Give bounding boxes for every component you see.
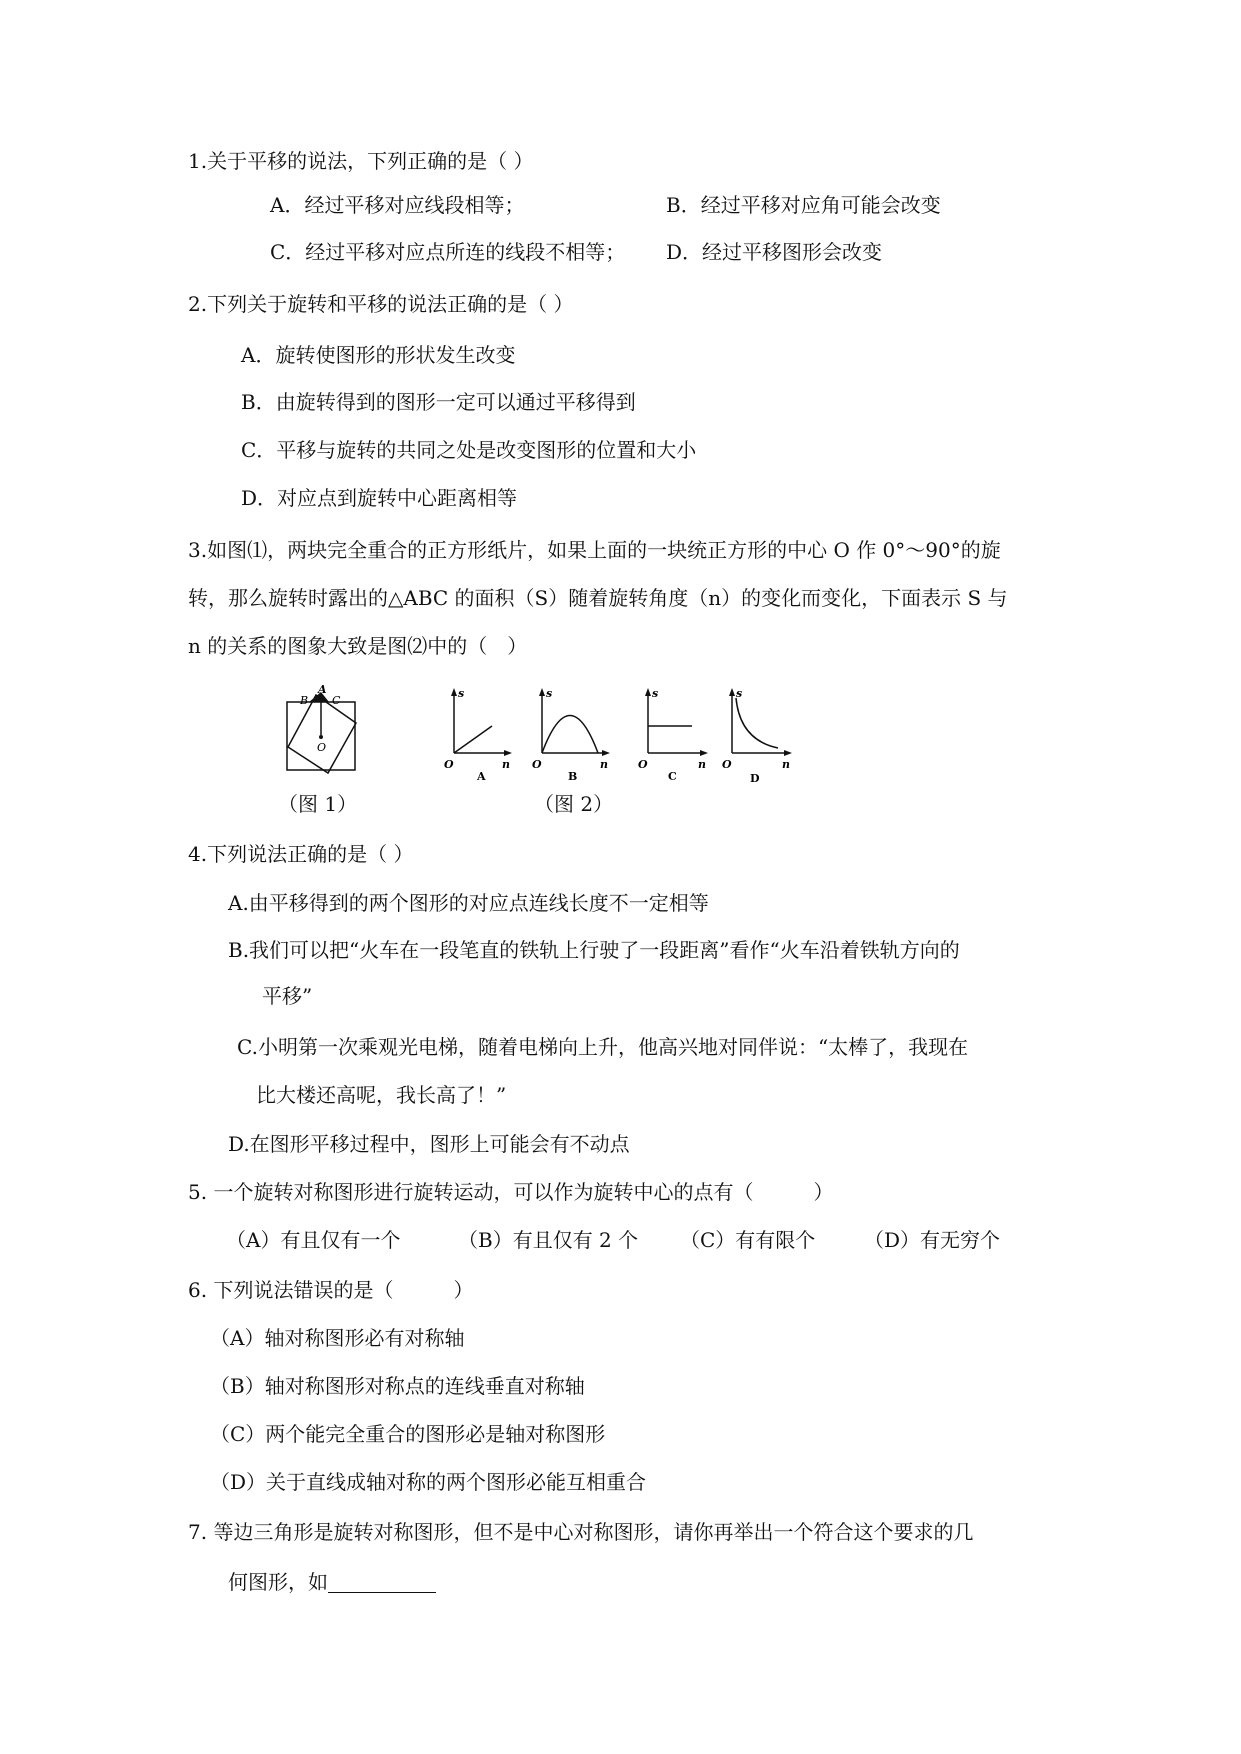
q5-option-d: （D）有无穷个: [864, 1228, 1001, 1252]
fig1-label-a: A: [318, 685, 327, 696]
q4-option-a: A.由平移得到的两个图形的对应点连线长度不一定相等: [228, 891, 709, 915]
fig1-label-c: C: [332, 694, 341, 707]
q6-option-b: （B）轴对称图形对称点的连线垂直对称轴: [210, 1374, 585, 1398]
graph-c-y-label: s: [652, 688, 659, 700]
q7-line-2: [228, 1568, 436, 1596]
q2-option-d: D．对应点到旋转中心距离相等: [241, 486, 518, 510]
q6-option-d: （D）关于直线成轴对称的两个图形必能互相重合: [210, 1470, 647, 1494]
q4-option-c-line-2: 比大楼还高呢，我长高了！”: [256, 1083, 507, 1107]
q3-line-2: 转，那么旋转时露出的△ABC 的面积（S）随着旋转角度（n）的变化而变化，下面表示 S 与: [188, 586, 1008, 610]
graph-a-y-label: s: [458, 688, 465, 700]
graph-c: [638, 688, 710, 786]
q2-stem: 2.下列关于旋转和平移的说法正确的是（ ）: [188, 292, 574, 316]
q7-answer-blank[interactable]: [328, 1570, 436, 1593]
q5-option-c: （C）有有限个: [680, 1228, 816, 1252]
q4-stem: 4.下列说法正确的是（ ）: [188, 842, 414, 866]
q7-line-2-text: 何图形，如: [228, 1570, 328, 1594]
graph-b: [532, 688, 612, 786]
graph-d-origin: O: [722, 758, 732, 771]
graph-d: [722, 688, 794, 786]
graph-a: [444, 688, 514, 786]
figure-1-rotated-squares: [270, 685, 380, 785]
q6-stem: 6. 下列说法错误的是（ ）: [188, 1278, 474, 1302]
graph-b-y-label: s: [546, 688, 553, 700]
graph-d-y-label: s: [736, 688, 743, 700]
q5-stem: 5. 一个旋转对称图形进行旋转运动，可以作为旋转中心的点有（ ）: [188, 1180, 834, 1204]
q4-option-b-line-2: 平移”: [262, 984, 313, 1008]
q6-option-c: （C）两个能完全重合的图形必是轴对称图形: [210, 1422, 606, 1446]
figure-1-caption: （图 1）: [278, 792, 358, 816]
q1-stem: 1.关于平移的说法，下列正确的是（ ）: [188, 149, 534, 173]
graph-b-name: B: [568, 770, 578, 783]
q2-option-c: C．平移与旋转的共同之处是改变图形的位置和大小: [241, 438, 697, 462]
graph-a-x-label: n: [502, 758, 510, 771]
q4-option-b-line-1: B.我们可以把“火车在一段笔直的铁轨上行驶了一段距离”看作“火车沿着铁轨方向的: [228, 938, 960, 962]
graph-d-x-label: n: [782, 758, 790, 771]
q3-line-1: 3.如图⑴，两块完全重合的正方形纸片，如果上面的一块统正方形的中心 O 作 0°～90°的旋: [188, 538, 1001, 562]
q5-option-b: （B）有且仅有 2 个: [458, 1228, 639, 1252]
graph-d-name: D: [750, 772, 760, 785]
q4-option-d: D.在图形平移过程中，图形上可能会有不动点: [228, 1132, 630, 1156]
q1-option-c: C．经过平移对应点所连的线段不相等；: [270, 240, 626, 264]
q5-option-a: （A）有且仅有一个: [226, 1228, 401, 1252]
q1-option-b: B．经过平移对应角可能会改变: [666, 193, 941, 217]
graph-c-origin: O: [638, 758, 648, 771]
graph-c-name: C: [668, 770, 677, 783]
q1-option-d: D．经过平移图形会改变: [666, 240, 883, 264]
graph-c-x-label: n: [698, 758, 706, 771]
q1-option-a: A．经过平移对应线段相等；: [270, 193, 525, 217]
fig1-label-b: B: [300, 694, 309, 707]
graph-b-origin: O: [532, 758, 542, 771]
q4-option-c-line-1: C.小明第一次乘观光电梯，随着电梯向上升，他高兴地对同伴说：“太棒了，我现在: [237, 1035, 969, 1059]
q2-option-b: B．由旋转得到的图形一定可以通过平移得到: [241, 390, 636, 414]
graph-a-origin: O: [444, 758, 454, 771]
q2-option-a: A．旋转使图形的形状发生改变: [241, 343, 516, 367]
q7-line-1: 7. 等边三角形是旋转对称图形，但不是中心对称图形，请你再举出一个符合这个要求的几: [188, 1520, 974, 1544]
figure-2-caption: （图 2）: [534, 792, 614, 816]
fig1-label-o: O: [317, 741, 327, 754]
q3-line-3: n 的关系的图象大致是图⑵中的（ ）: [188, 634, 528, 658]
q6-option-a: （A）轴对称图形必有对称轴: [210, 1326, 465, 1350]
graph-b-x-label: n: [600, 758, 608, 771]
graph-a-name: A: [477, 770, 486, 783]
